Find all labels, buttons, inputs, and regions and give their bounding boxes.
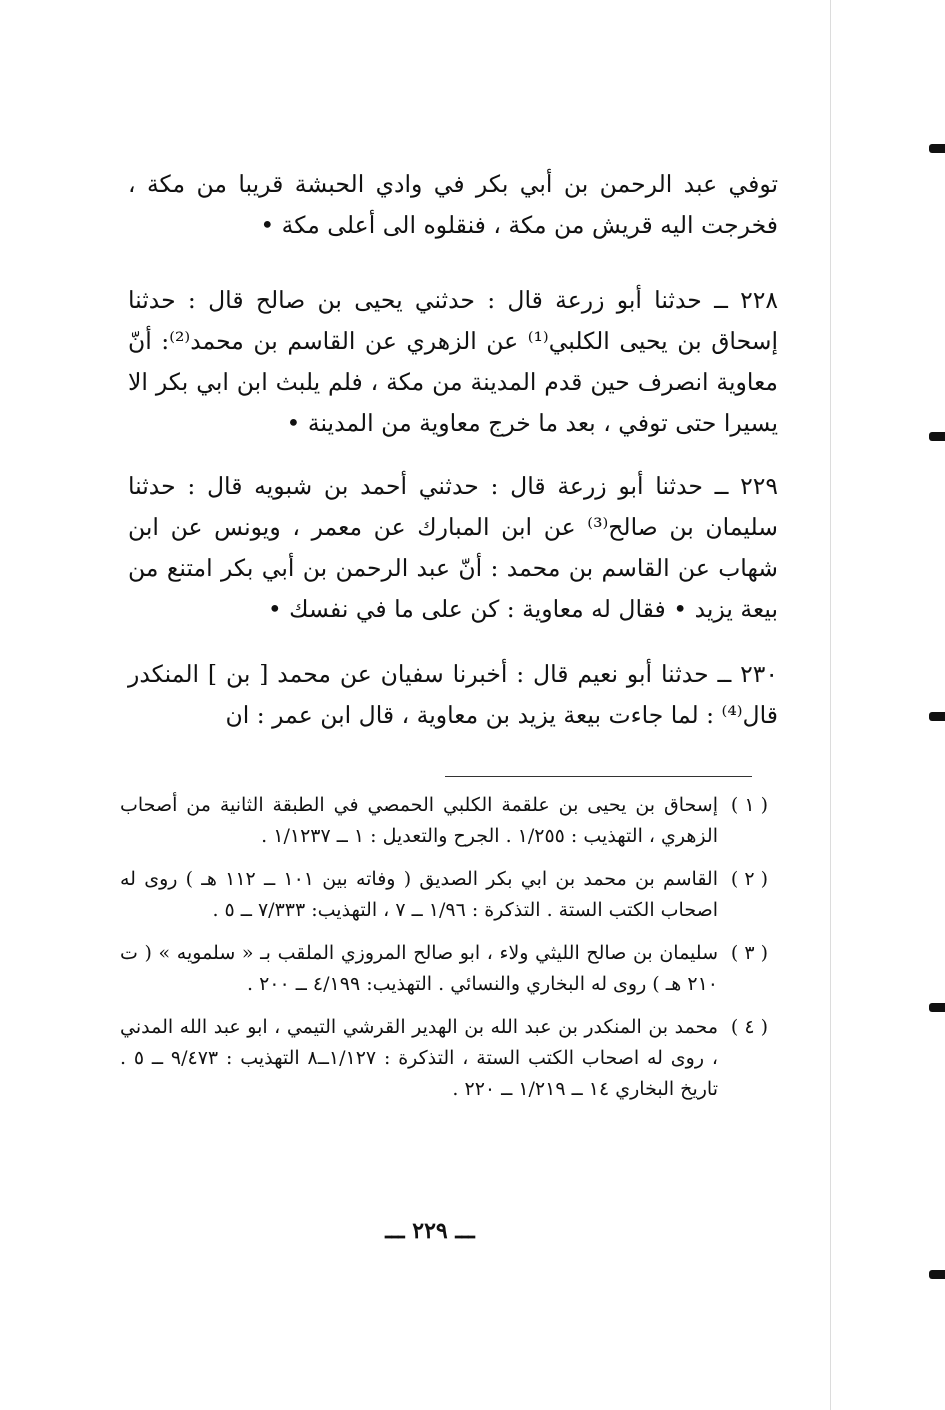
footnote [120, 938, 768, 1000]
footnote [120, 864, 768, 926]
footnote-text: سليمان بن صالح الليثي ولاء ، ابو صالح المروزي الملقب بـ « سلمويه » ( ت ٢١٠ هـ ) روى له البخاري والنسائي . التهذيب: ٤/١٩٩ ــ ٢٠٠ . [120, 942, 718, 995]
footnote-separator [445, 776, 752, 777]
page-fold-line [830, 0, 831, 1410]
hadith-229-paragraph: ٢٢٩ ــ حدثنا أبو زرعة قال : حدثني أحمد بن شبويه قال : حدثنا سليمان بن صالح⁽³⁾ عن ابن المبارك عن معمر ، ويونس عن ابن شهاب عن القاسم بن محمد : أنّ عبد الرحمن بن أبي بكر امتنع من بيعة يزيد • فقال له معاوية : كن على ما في نفسك • [128, 472, 778, 623]
hadith-228-paragraph: ٢٢٨ ــ حدثنا أبو زرعة قال : حدثني يحيى بن صالح قال : حدثنا إسحاق بن يحيى الكلبي⁽¹⁾ عن الزهري عن القاسم بن محمد⁽²⁾: أنّ معاوية انصرف حين قدم المدينة من مكة ، فلم يلبث ابن ابي بكر الا يسيرا حتى توفي ، بعد ما خرج معاوية من المدينة • [128, 286, 778, 437]
footnote-number: ( ٢ ) [730, 868, 768, 890]
footnote-text: إسحاق بن يحيى بن علقمة الكلبي الحمصي في الطبقة الثانية من أصحاب الزهري ، التهذيب : ١/٢٥٥ . الجرح والتعديل : ١ ــ ١/١٢٣٧ . [120, 794, 718, 847]
hadith-230-paragraph: ٢٣٠ ــ حدثنا أبو نعيم قال : أخبرنا سفيان عن محمد [ بن ] المنكدر قال⁽⁴⁾ : لما جاءت بيعة يزيد بن معاوية ، قال ابن عمر : ان [128, 660, 778, 729]
intro-paragraph: توفي عبد الرحمن بن أبي بكر في وادي الحبشة قريبا من مكة ، فخرجت اليه قريش من مكة ، فنقلوه الى أعلى مكة • [128, 170, 778, 239]
footnote [120, 1012, 768, 1105]
footnote-text: محمد بن المنكدر بن عبد الله بن الهدير القرشي التيمي ، ابو عبد الله المدني ، روى له اصحاب الكتب الستة ، التذكرة : ١/١٢٧ــ٨ التهذيب : ٩/٤٧٣ ــ ٥ . تاريخ البخاري ١٤ ــ ١/٢١٩ ــ ٢٢٠ . [120, 1016, 718, 1100]
edge-mark [929, 144, 945, 153]
footnote-text: القاسم بن محمد بن ابي بكر الصديق ( وفاته بين ١٠١ ــ ١١٢ هـ ) روى له اصحاب الكتب الستة . التذكرة : ١/٩٦ ــ ٧ ، التهذيب: ٧/٣٣٣ ــ ٥ . [120, 868, 719, 921]
edge-mark [929, 1003, 945, 1012]
edge-mark [929, 712, 945, 721]
edge-mark [929, 432, 945, 441]
footnote-number: ( ٣ ) [730, 942, 768, 964]
footnote-number: ( ٤ ) [730, 1016, 768, 1038]
page-number: ـــ ٢٢٩ ـــ [385, 1218, 475, 1244]
edge-mark [929, 1270, 945, 1279]
footnote-number: ( ١ ) [730, 794, 768, 816]
footnotes-section [120, 790, 768, 1117]
footnote [120, 790, 768, 852]
